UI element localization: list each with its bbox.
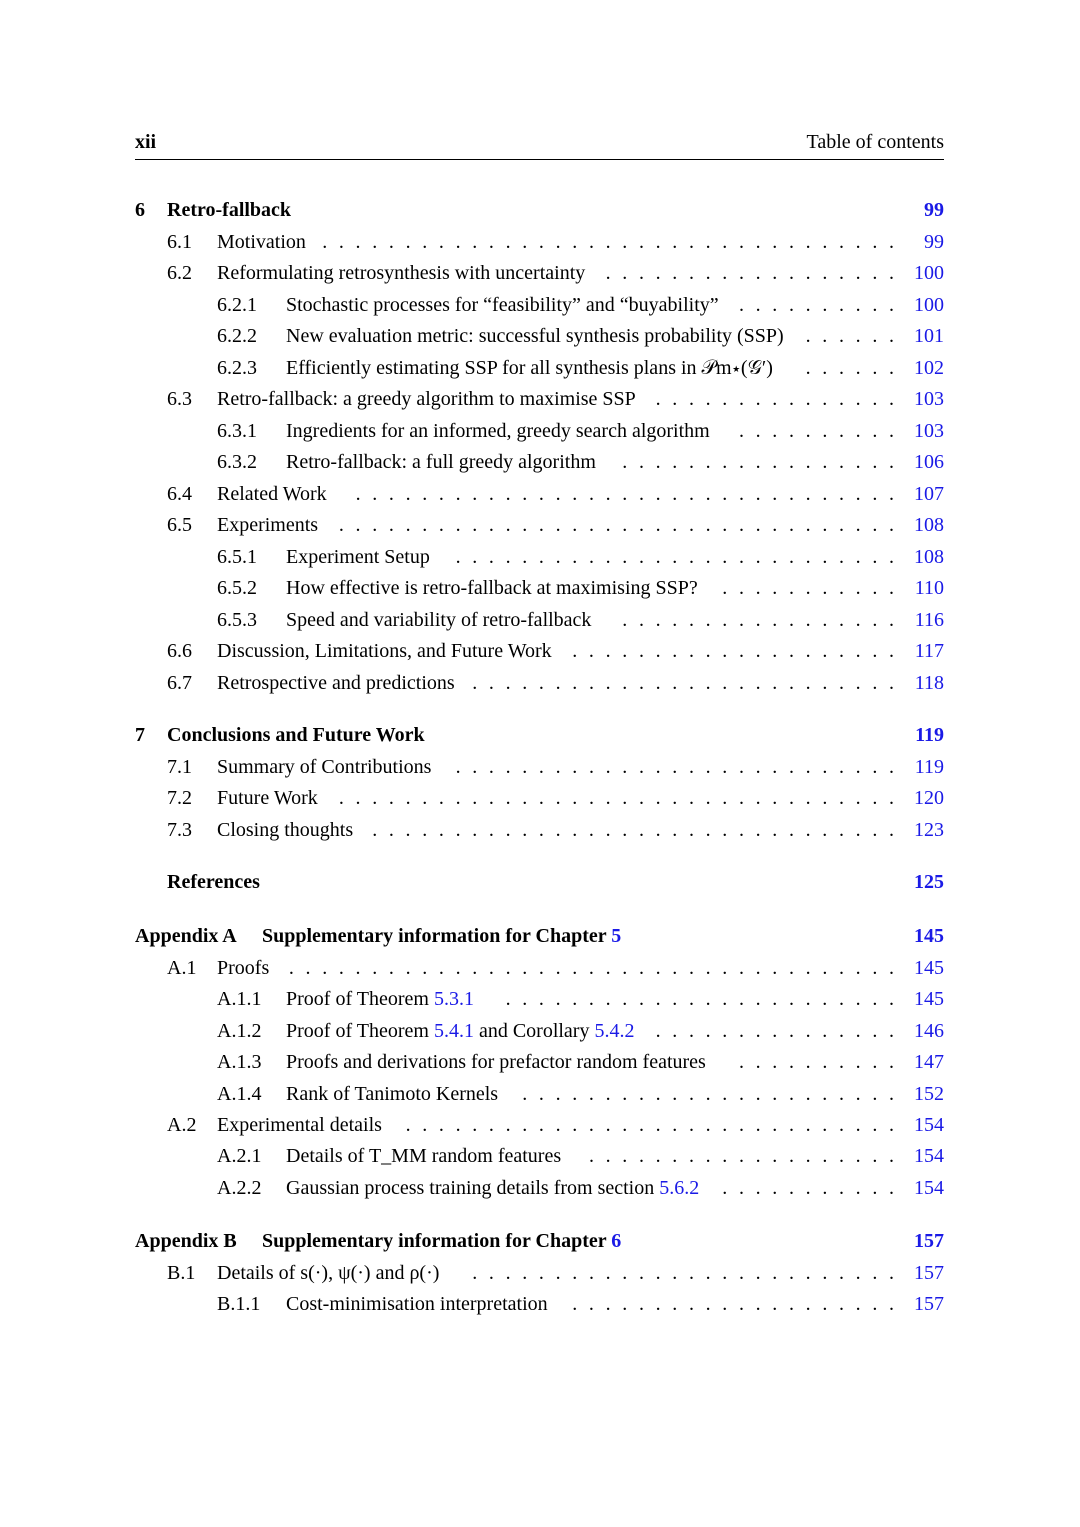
cross-reference-link[interactable]: 5.4.1 (433, 1020, 474, 1042)
page-number-link[interactable]: 119 (914, 756, 944, 778)
entry-number: A.1.1 (217, 988, 262, 1010)
page-number-link[interactable]: 116 (914, 609, 944, 631)
entry-title (286, 1291, 548, 1317)
entry-title-text: Summary of Contributions (217, 756, 432, 778)
dot-leader: . . . . . . . . . . (738, 294, 894, 316)
dot-leader: . . . . . . . . . . . . . . . . . . . . . . . . . . . . . . (405, 1114, 894, 1136)
entry-title-text: Future Work (217, 787, 318, 809)
entry-title-text: References (167, 871, 260, 893)
entry-title-text: and Corollary (478, 1020, 590, 1042)
entry-title (217, 670, 455, 696)
entry-title (286, 323, 784, 349)
page-number-link[interactable]: 154 (914, 1177, 944, 1199)
toc-section-entry[interactable] (135, 670, 944, 696)
toc-section-entry[interactable] (135, 575, 944, 601)
entry-title (262, 923, 621, 949)
toc-section-entry[interactable] (135, 754, 944, 780)
page-number-link[interactable]: 146 (914, 1020, 944, 1042)
page-number-link[interactable]: 157 (914, 1262, 944, 1284)
dot-leader: . . . . . . . . . . . . . . . . . . . . (572, 1293, 894, 1315)
page-number-link[interactable]: 117 (914, 640, 944, 662)
entry-number: 6.6 (167, 640, 192, 662)
entry-title (217, 512, 318, 538)
dot-leader: . . . . . . (805, 357, 894, 379)
entry-title (217, 638, 552, 664)
entry-title (262, 1228, 621, 1254)
page-number-link[interactable]: 157 (914, 1230, 944, 1252)
entry-number: A.2.1 (217, 1145, 262, 1167)
cross-reference-link[interactable]: 5.3.1 (433, 988, 474, 1010)
dot-leader: . . . . . . . . . . . . . . . . . . . . . . . . . . . (455, 756, 894, 778)
entry-title (286, 355, 773, 381)
entry-number: 7.1 (167, 756, 192, 778)
entry-number: A.2 (167, 1114, 197, 1136)
entry-title (217, 229, 306, 255)
entry-title (286, 544, 430, 570)
dot-leader: . . . . . . . . . . . . . . . . . . . . . . . . . . . (455, 546, 894, 568)
entry-number: 6.3 (167, 388, 192, 410)
page-number-link[interactable]: 99 (924, 199, 944, 221)
entry-title-text: Related Work (217, 483, 327, 505)
entry-number: 6.2.3 (217, 357, 257, 379)
running-header (135, 131, 944, 160)
dot-leader: . . . . . . . . . . . . . . . . . . . . . . . . . . . . . . . . . (355, 483, 894, 505)
entry-number: 6.7 (167, 672, 192, 694)
dot-leader: . . . . . . (805, 325, 894, 347)
page-number-link[interactable]: 145 (914, 957, 944, 979)
page-number-link[interactable]: 119 (915, 724, 944, 746)
entry-title (217, 817, 353, 843)
entry-number: 7.2 (167, 787, 192, 809)
entry-number: 6.1 (167, 231, 192, 253)
dot-leader: . . . . . . . . . . . . . . . . . . . . . . . . . . (472, 1262, 894, 1284)
entry-title-text: Details of s(·), ψ(·) and ρ(·) (217, 1262, 440, 1284)
page-number-link[interactable]: 147 (914, 1051, 944, 1073)
page-number-link[interactable]: 125 (914, 871, 944, 893)
entry-number: 6 (135, 199, 145, 221)
page-number-link[interactable]: 100 (914, 294, 944, 316)
entry-title-text: Discussion, Limitations, and Future Work (217, 640, 552, 662)
entry-title (286, 292, 719, 318)
toc-section-entry[interactable] (135, 449, 944, 475)
dot-leader: . . . . . . . . . . . . . . . . . . . . (572, 640, 894, 662)
dot-leader: . . . . . . . . . . . . . . . . . (622, 451, 894, 473)
entry-title (167, 722, 425, 748)
entry-title (217, 260, 585, 286)
entry-number: 6.2.1 (217, 294, 257, 316)
entry-title-text: Closing thoughts (217, 819, 354, 841)
entry-title (286, 986, 474, 1012)
entry-number: 6.4 (167, 483, 192, 505)
dot-leader: . . . . . . . . . . . . . . . . . . . (588, 1145, 894, 1167)
entry-number: A.1.2 (217, 1020, 262, 1042)
toc-section-entry[interactable] (135, 986, 944, 1012)
entry-title (217, 955, 269, 981)
dot-leader: . . . . . . . . . . (738, 420, 894, 442)
entry-number: 6.5 (167, 514, 192, 536)
cross-reference-link[interactable]: 5.6.2 (659, 1177, 700, 1199)
page-number-link[interactable]: 103 (914, 388, 944, 410)
entry-title (286, 418, 710, 444)
toc-section-entry[interactable] (135, 1018, 944, 1044)
toc-section-entry[interactable] (135, 1112, 944, 1138)
toc-section-entry[interactable] (135, 1175, 944, 1201)
toc-chapter-entry[interactable] (135, 1228, 944, 1254)
entry-number: 6.2 (167, 262, 192, 284)
entry-title (286, 1081, 498, 1107)
entry-title-text: Reformulating retrosynthesis with uncertainty (217, 262, 586, 284)
dot-leader: . . . . . . . . . . . (722, 577, 894, 599)
page-number-link[interactable]: 157 (914, 1293, 944, 1315)
header-title: Table of contents (806, 131, 944, 153)
entry-number: 6.5.1 (217, 546, 257, 568)
entry-number: B.1.1 (217, 1293, 261, 1315)
page-number-link[interactable]: 101 (914, 325, 944, 347)
entry-title-text: Experiment Setup (286, 546, 430, 568)
entry-title-text: Conclusions and Future Work (167, 724, 425, 746)
entry-title (217, 386, 636, 412)
dot-leader: . . . . . . . . . . . . . . . . . (622, 609, 894, 631)
toc-section-entry[interactable] (135, 785, 944, 811)
dot-leader: . . . . . . . . . . . . . . . . . . . . . . . . . . (472, 672, 894, 694)
entry-title-text: New evaluation metric: successful synthesis probability (SSP) (286, 325, 784, 347)
entry-title (217, 1112, 382, 1138)
entry-number: B.1 (167, 1262, 196, 1284)
dot-leader: . . . . . . . . . . . . . . . . . . . . . . . . . . . . . . . . . . (338, 514, 894, 536)
dot-leader: . . . . . . . . . . . . . . . . . . . . . . . . . . . . . . . . (372, 819, 894, 841)
entry-title-text: Stochastic processes for “feasibility” and “buyability” (286, 294, 719, 316)
entry-title (217, 785, 318, 811)
dot-leader: . . . . . . . . . . . . . . . . . . (605, 262, 894, 284)
entry-number: 6.3.2 (217, 451, 257, 473)
entry-title-text: Retro-fallback (167, 199, 292, 221)
page-number-link[interactable]: 106 (914, 451, 944, 473)
entry-title (217, 481, 327, 507)
entry-title-text: How effective is retro-fallback at maximising SSP? (286, 577, 698, 599)
entry-title-text: Motivation (217, 231, 306, 253)
toc-section-entry[interactable] (135, 481, 944, 507)
entry-number: 7 (135, 724, 145, 746)
entry-title (286, 607, 591, 633)
page-number-link[interactable]: 120 (914, 787, 944, 809)
entry-title-text: Cost-minimisation interpretation (286, 1293, 548, 1315)
entry-title-text: Supplementary information for Chapter (262, 1230, 607, 1252)
toc-section-entry[interactable] (135, 638, 944, 664)
entry-number: A.2.2 (217, 1177, 262, 1199)
entry-title-text: Supplementary information for Chapter (262, 925, 607, 947)
toc-section-entry[interactable] (135, 323, 944, 349)
page-number-link[interactable]: 145 (914, 925, 944, 947)
entry-title (286, 575, 698, 601)
dot-leader: . . . . . . . . . . . . . . . . . . . . . . . . . . . . . . . . . . (338, 787, 894, 809)
dot-leader: . . . . . . . . . . (738, 1051, 894, 1073)
page-number-link[interactable]: 152 (914, 1083, 944, 1105)
page-number-link[interactable]: 123 (914, 819, 944, 841)
toc-chapter-entry[interactable] (135, 869, 944, 895)
entry-title-text: Proofs and derivations for prefactor random features (286, 1051, 706, 1073)
dot-leader: . . . . . . . . . . . . . . . . . . . . . . . . (505, 988, 894, 1010)
entry-number: Appendix A (135, 925, 237, 947)
entry-title (286, 1143, 561, 1169)
toc-section-entry[interactable] (135, 1081, 944, 1107)
toc-section-entry[interactable] (135, 607, 944, 633)
page-number-link[interactable]: 154 (914, 1114, 944, 1136)
entry-title (286, 1175, 699, 1201)
entry-title-text: Proof of Theorem (286, 988, 429, 1010)
entry-title-text: Proof of Theorem (286, 1020, 429, 1042)
entry-number: A.1.3 (217, 1051, 262, 1073)
page-number-link[interactable]: 108 (914, 546, 944, 568)
cross-reference-link[interactable]: 5 (611, 925, 622, 947)
page-number-link[interactable]: 110 (914, 577, 944, 599)
entry-title-text: Ingredients for an informed, greedy search algorithm (286, 420, 710, 442)
toc-section-entry[interactable] (135, 544, 944, 570)
entry-title-text: Details of T_MM random features (286, 1145, 562, 1167)
entry-title-text: Experiments (217, 514, 319, 536)
page-number-link[interactable]: 145 (914, 988, 944, 1010)
toc-chapter-entry[interactable] (135, 197, 944, 223)
page-number-link[interactable]: 102 (914, 357, 944, 379)
toc-section-entry[interactable] (135, 355, 944, 381)
dot-leader: . . . . . . . . . . . . . . . . . . . . . . . . . . . . . . . . . . . . . (288, 957, 894, 979)
cross-reference-link[interactable]: 6 (611, 1230, 622, 1252)
entry-title-text: Experimental details (217, 1114, 382, 1136)
entry-number: 6.2.2 (217, 325, 257, 347)
entry-title (286, 449, 596, 475)
entry-title (286, 1018, 634, 1044)
entry-title-text: Retro-fallback: a full greedy algorithm (286, 451, 596, 473)
entry-title-text: Retrospective and predictions (217, 672, 455, 694)
toc-section-entry[interactable] (135, 1049, 944, 1075)
entry-title-text: Retro-fallback: a greedy algorithm to maximise SSP (217, 388, 636, 410)
entry-title-text: Proofs (217, 957, 270, 979)
entry-number: 6.3.1 (217, 420, 257, 442)
toc-section-entry[interactable] (135, 1260, 944, 1286)
dot-leader: . . . . . . . . . . . . . . . . . . . . . . . . . . . . . . . . . . . (322, 231, 894, 253)
toc-section-entry[interactable] (135, 512, 944, 538)
toc-section-entry[interactable] (135, 955, 944, 981)
dot-leader: . . . . . . . . . . . . . . . (655, 1020, 894, 1042)
entry-title (286, 1049, 706, 1075)
page-number-link[interactable]: 103 (914, 420, 944, 442)
entry-title-text: Gaussian process training details from section (286, 1177, 655, 1199)
header-page-number: xii (135, 131, 157, 153)
entry-title (217, 754, 431, 780)
toc-section-entry[interactable] (135, 418, 944, 444)
page-number-link[interactable]: 100 (914, 262, 944, 284)
toc-section-entry[interactable] (135, 1291, 944, 1317)
entry-number: 7.3 (167, 819, 192, 841)
entry-title (217, 1260, 439, 1286)
page-number-link[interactable]: 108 (914, 514, 944, 536)
toc-chapter-entry[interactable] (135, 722, 944, 748)
cross-reference-link[interactable]: 5.4.2 (594, 1020, 635, 1042)
dot-leader: . . . . . . . . . . . . . . . . . . . . . . . (522, 1083, 894, 1105)
entry-number: A.1.4 (217, 1083, 262, 1105)
entry-number: 6.5.2 (217, 577, 257, 599)
entry-number: 6.5.3 (217, 609, 257, 631)
page-number-link[interactable]: 118 (914, 672, 944, 694)
entry-title-text: Efficiently estimating SSP for all synthesis plans in 𝒫m⋆(𝒢′) (286, 357, 773, 379)
toc-section-entry[interactable] (135, 292, 944, 318)
page-number-link[interactable]: 107 (914, 483, 944, 505)
toc-section-entry[interactable] (135, 229, 944, 255)
toc-section-entry[interactable] (135, 260, 944, 286)
page-number-link[interactable]: 154 (914, 1145, 944, 1167)
dot-leader: . . . . . . . . . . . . . . . (655, 388, 894, 410)
toc-chapter-entry[interactable] (135, 923, 944, 949)
entry-number: A.1 (167, 957, 197, 979)
entry-title (167, 869, 260, 895)
entry-title-text: Speed and variability of retro-fallback (286, 609, 592, 631)
entry-title-text: Rank of Tanimoto Kernels (286, 1083, 499, 1105)
entry-number: Appendix B (135, 1230, 237, 1252)
page-number-link[interactable]: 99 (924, 231, 944, 253)
entry-title (167, 197, 291, 223)
toc-section-entry[interactable] (135, 1143, 944, 1169)
dot-leader: . . . . . . . . . . . (722, 1177, 894, 1199)
toc-section-entry[interactable] (135, 817, 944, 843)
toc-section-entry[interactable] (135, 386, 944, 412)
